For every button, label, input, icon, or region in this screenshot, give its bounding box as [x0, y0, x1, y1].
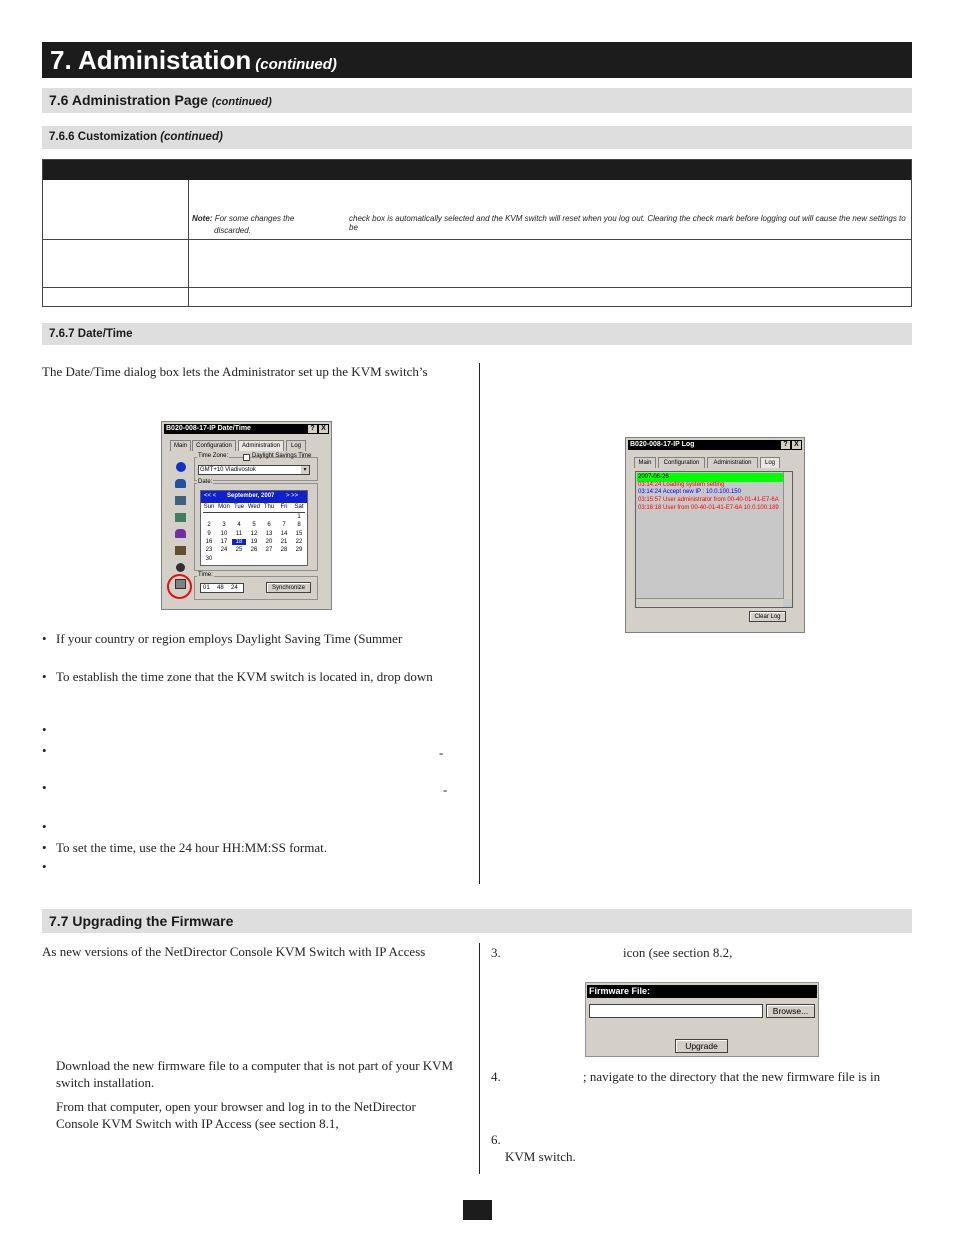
calendar-weekday: Fri: [280, 504, 288, 510]
close-button[interactable]: X: [792, 441, 801, 449]
log-entry[interactable]: 03:15:57 User administrator from 00-40-01-41-E7-6A: [638, 497, 779, 504]
calendar-day[interactable]: 17: [220, 538, 228, 545]
timezone-select[interactable]: [198, 465, 310, 475]
table-row-divider: [43, 239, 911, 240]
note-text-1: For some changes the: [214, 214, 295, 223]
bullet-dot: •: [42, 722, 47, 737]
network-icon[interactable]: [175, 496, 186, 505]
calendar-grid: [201, 504, 307, 564]
browse-button[interactable]: Browse...: [766, 1004, 815, 1018]
chapter-header: [42, 42, 912, 78]
dialog-titlebar: [628, 440, 802, 450]
calendar-day[interactable]: 8: [297, 522, 301, 529]
calendar-day[interactable]: 20: [265, 538, 273, 545]
calendar-divider: [203, 512, 305, 513]
section-header-7-6-7: [42, 323, 912, 345]
tab-configuration[interactable]: Configuration: [192, 440, 236, 451]
calendar-day[interactable]: 23: [205, 547, 213, 554]
dialog-title: B020-008-17-IP Date/Time: [166, 425, 251, 432]
bullet-dot: •: [42, 743, 47, 758]
calendar-weekday: Tue: [233, 504, 245, 510]
step-number: 3.: [491, 945, 501, 960]
bullet-dot: •: [42, 819, 47, 834]
bullet-dot: •: [42, 631, 47, 646]
calendar-day[interactable]: 10: [220, 530, 228, 537]
section-title: 7.7 Upgrading the Firmware: [49, 913, 234, 929]
note-text-3: discarded.: [214, 226, 251, 235]
note-text-2: check box is automatically selected and the KVM switch will reset when you log out. Clearing the check mark before logging out will cause the new settings to be: [349, 214, 906, 232]
table-header: [43, 160, 911, 180]
time-minutes: 48: [217, 585, 224, 591]
log-lines: [636, 472, 782, 532]
time-seconds: 24: [231, 585, 238, 591]
time-label: Time:: [198, 572, 213, 578]
bullet-dot: •: [42, 780, 47, 795]
highlight-circle: [167, 574, 192, 599]
calendar-prev[interactable]: << <: [204, 493, 217, 499]
table-row-divider: [43, 287, 911, 288]
log-list: [635, 471, 793, 608]
firmware-step-login: From that computer, open your browser and log in to the NetDirector Console KVM Switch with IP Access (see section 8.1,: [56, 1099, 416, 1131]
calendar-day[interactable]: 1: [297, 514, 301, 520]
daylight-label: Daylight Savings Time: [252, 453, 312, 459]
tab-administration[interactable]: Administration: [238, 440, 284, 451]
section-title: 7.6.7 Date/Time: [49, 328, 133, 340]
step-number: 4.: [491, 1069, 501, 1084]
dialog-titlebar: [164, 424, 329, 434]
firmware-file-input[interactable]: [589, 1004, 763, 1018]
calendar-day[interactable]: 3: [222, 522, 226, 529]
timezone-label: Time Zone:: [198, 453, 229, 459]
calendar-weekday: Thu: [263, 504, 275, 510]
dash-mark: -: [443, 782, 448, 797]
calendar-day[interactable]: 15: [295, 530, 303, 537]
daylight-checkbox[interactable]: [243, 454, 250, 461]
date-label: Date:: [198, 479, 213, 485]
chevron-down-icon[interactable]: ▾: [301, 466, 309, 474]
calendar-day[interactable]: 28: [280, 547, 288, 554]
firmware-titlebar: [587, 985, 817, 998]
firmware-intro: As new versions of the NetDirector Console KVM Switch with IP Access: [42, 944, 426, 959]
bullet-dot: •: [42, 669, 47, 684]
time-hours: 01: [203, 585, 210, 591]
tab-administration[interactable]: Administration: [707, 457, 758, 468]
column-divider: [479, 363, 480, 884]
bullet-dot: •: [42, 859, 47, 874]
column-divider: [479, 943, 480, 1174]
calendar-next[interactable]: > >>: [286, 493, 299, 499]
calendar-day[interactable]: 13: [265, 530, 273, 537]
tab-main[interactable]: Main: [170, 440, 191, 451]
step-6-text: KVM switch.: [505, 1149, 576, 1164]
upgrade-button[interactable]: Upgrade: [675, 1039, 728, 1053]
step-number: 6.: [491, 1132, 501, 1147]
calendar-day[interactable]: 19: [250, 538, 258, 545]
admin-user-icon[interactable]: [175, 529, 186, 538]
section-title: 7.6 Administration Page: [49, 92, 208, 108]
calendar-day[interactable]: 11: [235, 530, 243, 537]
section-continued: (continued): [211, 96, 272, 108]
calendar-weekday: Mon: [218, 504, 230, 510]
calendar-day[interactable]: 24: [220, 547, 228, 554]
calendar-day[interactable]: 4: [237, 522, 241, 529]
firmware-dialog: [585, 982, 819, 1057]
section-header-7-7: [42, 909, 912, 933]
section-title: 7.6.6 Customization: [49, 131, 157, 143]
close-button[interactable]: X: [319, 425, 328, 433]
calendar: [200, 490, 308, 566]
step-4-text: ; navigate to the directory that the new firmware file is in: [583, 1069, 881, 1084]
log-entry[interactable]: 03:16:18 User from 00-40-01-41-E7-6A 10.0.100.189: [638, 504, 779, 511]
folder-icon[interactable]: [175, 546, 186, 555]
calendar-day[interactable]: 7: [282, 522, 286, 529]
log-vertical-scrollbar[interactable]: [783, 472, 792, 599]
section-header-7-6-6: [42, 126, 912, 149]
timezone-value: GMT+10 Vladivostok: [200, 467, 256, 473]
tab-main[interactable]: Main: [634, 457, 656, 468]
calendar-day[interactable]: 21: [280, 538, 288, 545]
table-note: [192, 214, 294, 223]
calendar-day[interactable]: 16: [205, 538, 213, 545]
help-button[interactable]: ?: [308, 425, 317, 433]
calendar-weekday: Sun: [203, 504, 215, 510]
log-entry[interactable]: 03:14:24 Loading system setting: [638, 481, 725, 488]
calendar-day[interactable]: 26: [250, 547, 258, 554]
calendar-day[interactable]: 22: [295, 538, 303, 545]
calendar-weekday: Sat: [294, 504, 304, 510]
page-number-tab: [463, 1200, 492, 1220]
bullet-daylight: If your country or region employs Daylight Saving Time (Summer: [56, 631, 403, 646]
synchronize-button[interactable]: Synchronize: [266, 582, 311, 593]
log-entry[interactable]: 2007-06-26: [638, 474, 669, 480]
chapter-continued: (continued): [255, 56, 337, 73]
datetime-intro: The Date/Time dialog box lets the Administrator set up the KVM switch’s: [42, 364, 428, 379]
time-input[interactable]: [200, 583, 244, 593]
bullet-time-format: To set the time, use the 24 hour HH:MM:SS format.: [56, 840, 327, 855]
tab-log[interactable]: Log: [286, 440, 306, 451]
datetime-dialog: [161, 421, 332, 610]
calendar-day[interactable]: 27: [265, 547, 273, 554]
chapter-title: 7. Administation: [50, 45, 252, 75]
bullet-dot: •: [42, 840, 47, 855]
calendar-day[interactable]: 18: [232, 539, 246, 545]
calendar-day[interactable]: 6: [267, 522, 271, 529]
help-button[interactable]: ?: [781, 441, 790, 449]
dash-mark: -: [439, 745, 444, 760]
section-continued: (continued): [160, 131, 223, 143]
calendar-day[interactable]: 30: [205, 555, 213, 562]
calendar-day[interactable]: 14: [280, 530, 288, 537]
section-header-7-6: [42, 88, 912, 113]
calendar-weekday: Wed: [247, 504, 261, 510]
tab-log[interactable]: Log: [760, 457, 780, 468]
calendar-month: September, 2007: [227, 493, 275, 499]
note-label: Note:: [192, 214, 213, 223]
info-icon[interactable]: [176, 462, 186, 472]
calendar-day[interactable]: 25: [235, 547, 243, 554]
dialog-title: B020-008-17-IP Log: [630, 441, 695, 448]
calendar-day[interactable]: 29: [295, 547, 303, 554]
calendar-day[interactable]: 9: [207, 530, 211, 537]
clear-log-button[interactable]: Clear Log: [749, 611, 786, 622]
step-3-text: icon (see section 8.2,: [623, 945, 733, 960]
firmware-title: Firmware File:: [589, 986, 651, 996]
bullet-timezone: To establish the time zone that the KVM switch is located in, drop down: [56, 669, 433, 684]
calendar-day[interactable]: 5: [252, 522, 256, 529]
ports-icon[interactable]: [175, 513, 186, 522]
log-entry[interactable]: 03:14:24 Accept new IP : 10.0.100.150: [638, 489, 741, 496]
calendar-day[interactable]: 2: [207, 522, 211, 529]
firmware-step-download: Download the new firmware file to a computer that is not part of your KVM switch installation.: [56, 1058, 454, 1090]
customization-table: [42, 159, 912, 307]
log-horizontal-scrollbar[interactable]: [636, 598, 783, 607]
users-icon[interactable]: [175, 479, 186, 488]
log-dialog: [625, 437, 805, 633]
calendar-day[interactable]: 12: [250, 530, 258, 537]
tab-configuration[interactable]: Configuration: [658, 457, 705, 468]
calendar-header: [201, 491, 307, 503]
gear-icon[interactable]: [176, 563, 185, 572]
